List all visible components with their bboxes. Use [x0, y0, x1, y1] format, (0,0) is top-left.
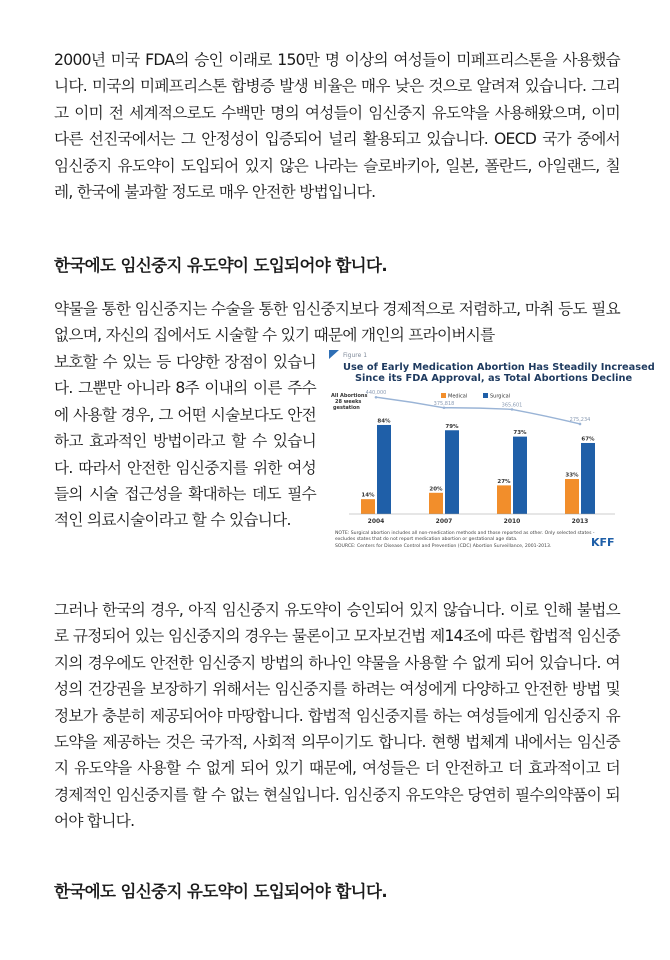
figure-chart: [328, 349, 655, 561]
figure-title-line1: Use of Early Medication Abortion Has Steadily Increased: [343, 362, 655, 373]
bar-label-medical-2007: 20%: [429, 486, 443, 493]
ylabel-line2: 28 weeks: [335, 399, 362, 405]
legend-swatch-surgical: [483, 393, 488, 398]
chart-total-trend: [366, 390, 591, 425]
bar-surgical-2004: [377, 425, 391, 514]
section-heading-1: 한국에도 임신중지 유도약이 도입되어야 합니다.: [54, 256, 388, 275]
x-tick-2007: 2007: [435, 518, 453, 525]
bar-label-surgical-2007: 79%: [445, 423, 459, 430]
figure-source: SOURCE: Centers for Disease Control and Prevention (CDC) Abortion Surveillance, 2001-2013.: [335, 544, 552, 549]
legend-label-surgical: Surgical: [490, 393, 511, 400]
x-tick-2013: 2013: [571, 518, 589, 525]
total-point-2004: [375, 396, 378, 399]
section-heading-2: 한국에도 임신중지 유도약이 도입되어야 합니다.: [54, 882, 388, 901]
paragraph-benefits-top: 약물을 통한 임신중지는 수술을 통한 임신중지보다 경제적으로 저렴하고, 마취 등도 필요 없으며, 자신의 집에서도 시술할 수 있기 때문에 개인의 프라이버시를: [54, 300, 620, 345]
bar-medical-2013: [565, 479, 579, 514]
chart-x-axis: [349, 514, 615, 525]
bar-surgical-2013: [581, 443, 595, 514]
bar-surgical-2010: [513, 437, 527, 514]
figure-note-line2: excludes states that do not report medication abortion or gestational age data.: [335, 537, 518, 542]
bar-medical-2010: [497, 485, 511, 514]
bar-label-surgical-2010: 73%: [513, 430, 527, 437]
total-point-2013: [579, 423, 582, 426]
total-label-2004: 440,000: [365, 390, 387, 397]
bar-label-medical-2010: 27%: [497, 478, 511, 485]
x-tick-2010: 2010: [503, 518, 521, 525]
figure-corner-mark: [329, 350, 339, 359]
legend-swatch-medical: [441, 393, 446, 398]
ylabel-line3: gestation: [333, 405, 360, 411]
bar-label-surgical-2004: 84%: [377, 418, 391, 425]
figure-note-line1: NOTE: Surgical abortion includes all non-medication methods and those reported as other. Only selected states -: [335, 531, 595, 536]
paragraph-korea-situation: 그러나 한국의 경우, 아직 임신중지 유도약이 승인되어 있지 않습니다. 이로 인해 불법으로 규정되어 있는 임신중지의 경우는 물론이고 모자보건법 제14조에 따른 합법적 임신중지의 경우에도 안전한 임신중지 방법의 하나인 약물을 사용할 수 없게 되어 있습니다. 여성의 건강권을 보장하기 위해서는 임신중지를 하려는 여성에게 다양하고 안전한 방법 및 정보가 충분히 제공되어야 마땅합니다. 합법적 임신중지를 하는 여성들에게 임신중지 유도약을 제공하는 것은 국가적, 사회적 의무이기도 합니다. 현행 법체계 내에서는 임신중지 유도약을 사용할 수 없게 되어 있기 때문에, 여성들은 더 안전하고 더 효과적이고 더 경제적인 임신중지를 할 수 없는 현실입니다. 임신중지 유도약은 당연히 필수의약품이 되어야 합니다.: [54, 601, 620, 831]
bar-label-medical-2013: 33%: [565, 472, 579, 479]
bar-medical-2004: [361, 499, 375, 514]
bar-label-medical-2004: 14%: [361, 492, 375, 499]
chart-svg: [329, 350, 655, 560]
chart-legend: [441, 393, 510, 400]
bar-label-surgical-2013: 67%: [581, 436, 595, 443]
total-label-2007: 375,818: [433, 400, 455, 407]
x-tick-2004: 2004: [367, 518, 385, 525]
paragraph-benefits-side: 보호할 수 있는 등 다양한 장점이 있습니다. 그뿐만 아니라 8주 이내의 이른 주수에 사용할 경우, 그 어떤 시술보다도 안전하고 효과적인 방법이라고 할 수 있습니다. 따라서 안전한 임신중지를 위한 여성들의 시술 접근성을 확대하는 데도 필수적인 의료시술이라고 할 수 있습니다.: [54, 353, 316, 530]
ylabel-line1: All Abortions: [331, 393, 368, 399]
kff-logo: KFF: [591, 536, 615, 549]
bar-surgical-2007: [445, 430, 459, 514]
bar-medical-2007: [429, 493, 443, 514]
legend-label-medical: Medical: [448, 393, 468, 400]
total-label-2010: 365,601: [501, 402, 523, 409]
total-abortions-line: [376, 397, 580, 424]
total-point-2010: [511, 408, 514, 411]
figure-label: Figure 1: [343, 352, 368, 359]
figure-title-line2: Since its FDA Approval, as Total Abortions Decline: [355, 373, 633, 384]
paragraph-intro: 2000년 미국 FDA의 승인 이래로 150만 명 이상의 여성들이 미페프리스톤을 사용했습니다. 미국의 미페프리스톤 합병증 발생 비율은 매우 낮은 것으로 알려져 있습니다. 그리고 이미 전 세계적으로도 수백만 명의 여성들이 임신중지 유도약을 사용해왔으며, 이미 다른 선진국에서는 그 안정성이 입증되어 널리 활용되고 있습니다. OECD 국가 중에서 임신중지 유도약이 도입되어 있지 않은 나라는 슬로바키아, 일본, 폴란드, 아일랜드, 칠레, 한국에 불과할 정도로 매우 안전한 방법입니다.: [54, 51, 620, 202]
total-point-2007: [443, 406, 446, 409]
total-label-2013: 275,234: [569, 416, 591, 423]
chart-bars: [361, 418, 595, 514]
